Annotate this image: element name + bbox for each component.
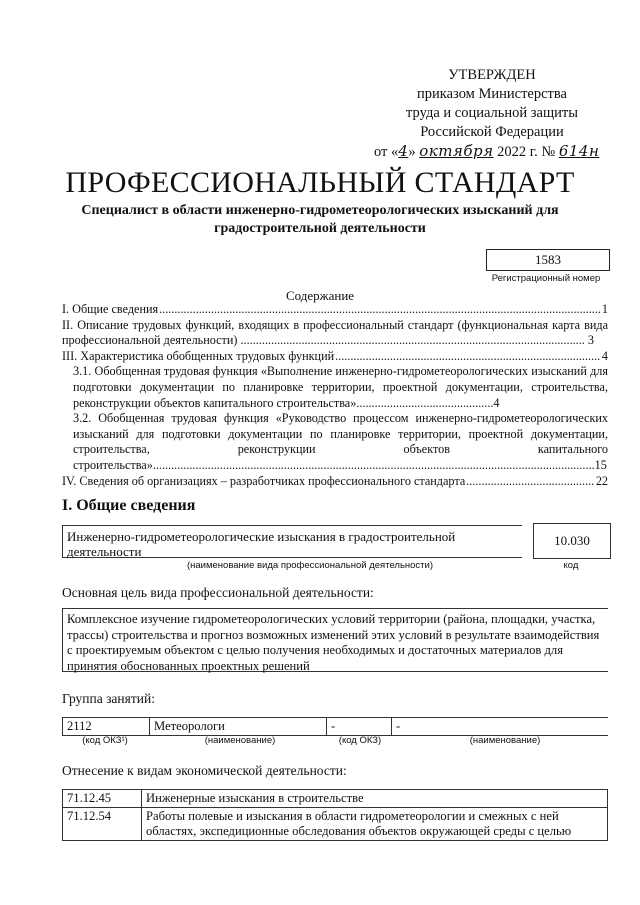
standard-subtitle: Специалист в области инженерно-гидрометеорологических изысканий для градостроительной деятельности xyxy=(81,203,559,236)
okved-table xyxy=(62,789,608,841)
date-year: 2022 г. № xyxy=(497,144,556,160)
table-of-contents xyxy=(62,302,608,489)
date-month: октября xyxy=(419,142,494,160)
toc-item-text: II. Описание трудовых функций, входящих в профессиональный стандарт (функциональная карта вида профессиональной деятельности) xyxy=(62,317,608,348)
okved-name: Работы полевые и изыскания в области гидрометеорологии и смежных с ней областях, экспедиционные обследования объектов окружающей среды с целью xyxy=(142,808,608,841)
approval-line-4: Российской Федерации xyxy=(420,124,564,140)
toc-item-page: 4 xyxy=(493,395,500,410)
occupation-groups-table xyxy=(62,717,608,736)
code-caption: код xyxy=(563,560,579,571)
toc-item-page: 3 xyxy=(587,333,594,348)
toc-item[interactable]: II. Описание трудовых функций, входящих в профессиональный стандарт (функциональная карта вида профессиональной деятельности) ................................................................................................................. 3 xyxy=(62,317,608,348)
toc-item[interactable]: 3.2. Обобщенная трудовая функция «Руководство процессом инженерно-гидрометеорологических изысканий для подготовки документации по планировке территории, проектной документации, строительства, реконструкции объектов капитального строительства».................................................................................................................................................15 xyxy=(73,411,608,472)
purpose-text: Комплексное изучение гидрометеорологических условий территории (района, площадки, участка, трассы) строительства и прогноз возможных изменений этих условий в результате взаимодействия с проектируемым объектом с целью получения необходимых и достаточных материалов для принятия обоснованных проектных решений xyxy=(62,608,608,672)
group-name-caption: (наименование) xyxy=(204,735,276,746)
toc-leader xyxy=(335,349,601,365)
toc-item[interactable] xyxy=(62,349,608,365)
approval-line-2: приказом Министерства xyxy=(417,86,567,102)
group-name2-caption: (наименование) xyxy=(469,735,541,746)
toc-item-page: 4 xyxy=(601,348,608,363)
approval-date xyxy=(374,142,612,162)
date-mid: » xyxy=(408,144,416,160)
order-number: 614н xyxy=(558,142,600,160)
activity-caption: (наименование вида профессиональной деятельности) xyxy=(186,560,434,571)
activity-code: 10.030 xyxy=(533,523,611,559)
toc-item-page: 15 xyxy=(594,457,607,472)
toc-item[interactable] xyxy=(62,474,608,490)
group-name-2: - xyxy=(392,718,609,736)
okved-code: 71.12.45 xyxy=(63,790,142,808)
okved-name: Инженерные изыскания в строительстве xyxy=(142,790,608,808)
toc-leader xyxy=(159,302,601,318)
table-row xyxy=(63,790,608,808)
approval-stamp xyxy=(372,66,612,162)
toc-item-text: III. Характеристика обобщенных трудовых функций xyxy=(62,348,335,363)
okved-code: 71.12.54 xyxy=(63,808,142,841)
approval-line-1: УТВЕРЖДЕН xyxy=(448,67,536,83)
toc-leader xyxy=(466,474,595,490)
toc-item-text: 3.2. Обобщенная трудовая функция «Руководство процессом инженерно-гидрометеорологических изысканий для подготовки документации по планировке территории, проектной документации, строительства, реконструкции объектов капитального строительства» xyxy=(73,411,608,472)
page-title: ПРОФЕССИОНАЛЬНЫЙ СТАНДАРТ xyxy=(65,166,575,199)
table-row xyxy=(63,718,609,736)
group-name: Метеорологи xyxy=(150,718,327,736)
okved-label: Отнесение к видам экономической деятельности: xyxy=(62,763,347,778)
toc-item[interactable]: 3.1. Обобщенная трудовая функция «Выполнение инженерно-гидрометеорологических изысканий для подготовки документации по планировке территории, проектной документации, строительства, реконструкции объектов капитального строительства».............................................4 xyxy=(73,364,608,410)
toc-item-text: 3.1. Обобщенная трудовая функция «Выполнение инженерно-гидрометеорологических изысканий для подготовки документации по планировке территории, проектной документации, строительства, реконструкции объектов капитального строительства» xyxy=(73,364,608,410)
toc-heading: Содержание xyxy=(285,288,355,303)
table-row xyxy=(63,808,608,841)
group-label: Группа занятий: xyxy=(62,691,155,706)
toc-item-text: IV. Сведения об организациях – разработчиках профессионального стандарта xyxy=(62,473,466,488)
date-prefix: от « xyxy=(374,144,399,160)
date-day: 4 xyxy=(398,142,409,160)
section-heading: I. Общие сведения xyxy=(62,497,196,514)
group-code-2: - xyxy=(327,718,392,736)
group-code2-caption: (код ОКЗ) xyxy=(338,735,382,746)
toc-item-page: 22 xyxy=(595,473,608,488)
toc-item[interactable] xyxy=(62,302,608,318)
group-code-caption: (код ОКЗ¹) xyxy=(82,735,128,746)
registration-label: Регистрационный номер xyxy=(491,273,601,284)
approval-line-3: труда и социальной защиты xyxy=(406,105,578,121)
toc-item-text: I. Общие сведения xyxy=(62,302,159,316)
group-code: 2112 xyxy=(63,718,150,736)
activity-name-field: Инженерно-гидрометеорологические изыскания в градостроительной деятельности xyxy=(62,525,522,558)
toc-item-page: 1 xyxy=(601,302,608,316)
purpose-label: Основная цель вида профессиональной деятельности: xyxy=(62,585,374,600)
registration-number: 1583 xyxy=(486,249,610,271)
